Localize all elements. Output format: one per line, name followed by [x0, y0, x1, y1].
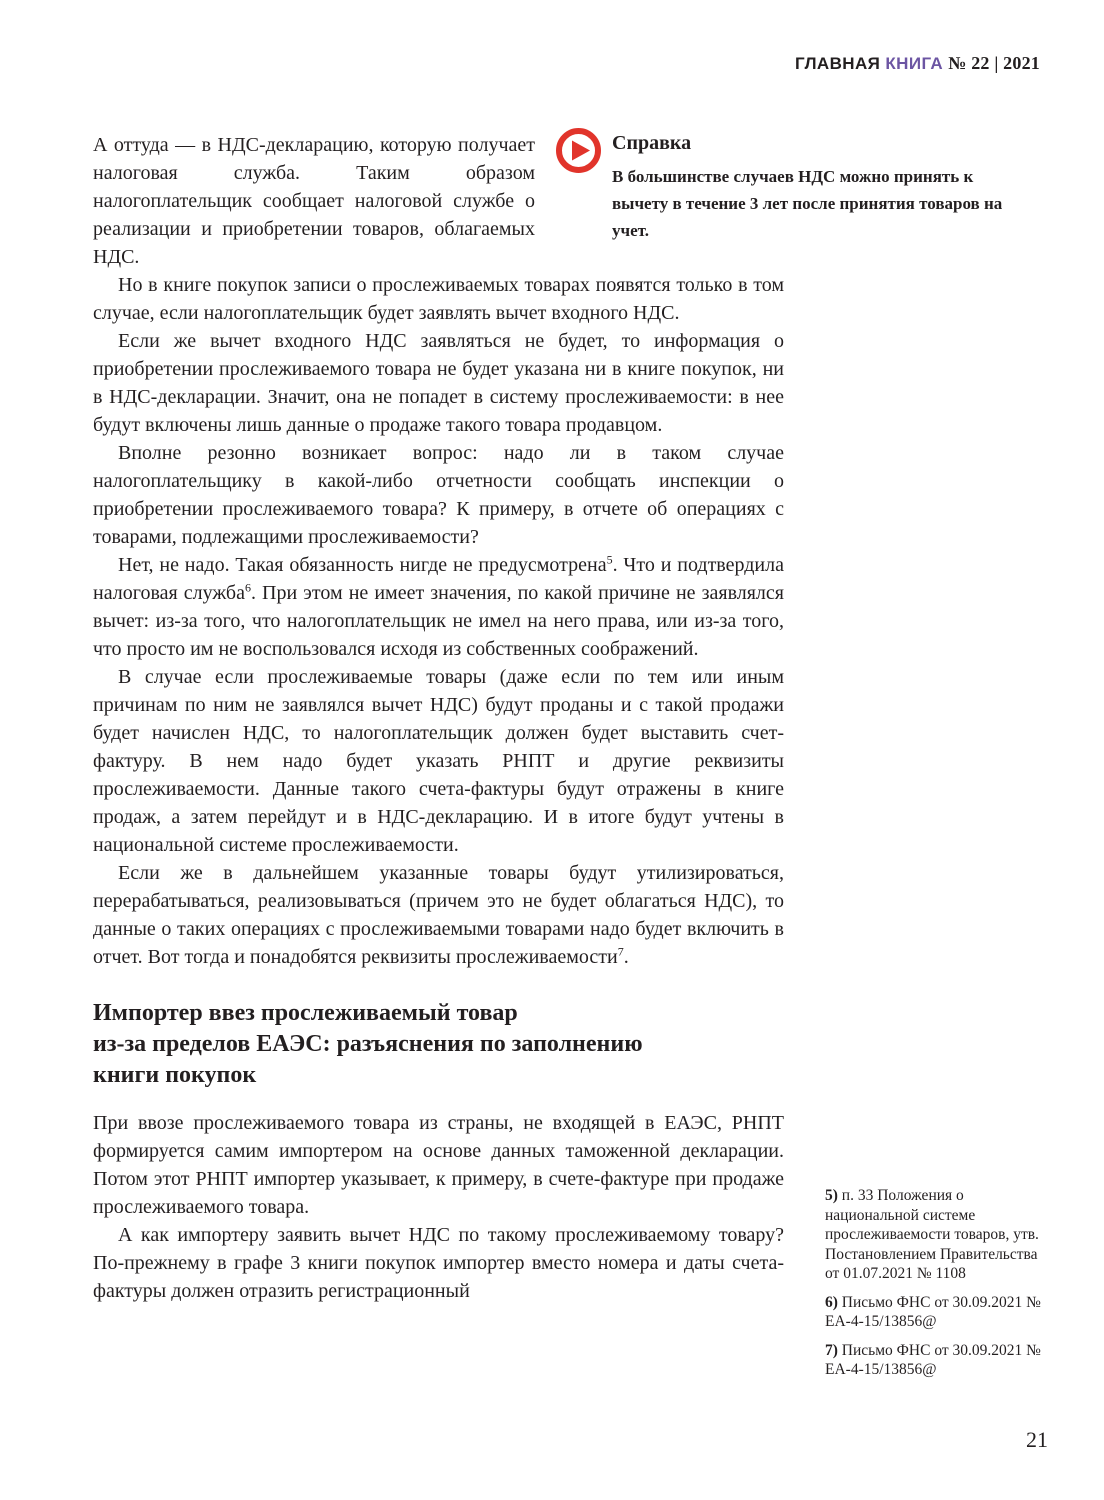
paragraph: В случае если прослеживаемые товары (даже если по тем или иным причинам по ним не заявлялся вычет НДС) будут проданы и с такой продажи будет начислен НДС, то налогоплательщик должен будет выставить счет-фактуру. В нем надо будет указать РНПТ и другие реквизиты прослеживаемости. Данные такого счета-фактуры будут отражены в книге продаж, а затем перейдут и в НДС-декларацию. И в итоге будут учтены в национальной системе прослеживаемости.: [93, 666, 784, 856]
paragraph: Нет, не надо. Такая обязанность нигде не предусмотрена$^5$. Что и подтвердила налоговая служба$^6$. При этом не имеет значения, по какой причине не заявлялся вычет: из-за того, что налогоплательщик не имел на него права, или из-за того, что просто им не воспользовался исходя из собственных соображений.: [93, 552, 784, 660]
paragraphs-after-heading: [93, 1109, 784, 1305]
spravka-title: Справка: [612, 132, 692, 154]
footnote: 6) Письмо ФНС от 30.09.2021 № ЕА-4-15/13856@: [825, 1293, 1041, 1330]
paragraphs-before-heading: [93, 131, 784, 971]
brand-name-black: ГЛАВНАЯ: [794, 54, 881, 73]
paragraph: Но в книге покупок записи о прослеживаемых товарах появятся только в том случае, если налогоплательщик будет заявлять вычет входного НДС.: [93, 274, 784, 324]
issue-number: № 22 | 2021: [948, 53, 1040, 73]
footnote: 7) Письмо ФНС от 30.09.2021 № ЕА-4-15/13856@: [825, 1341, 1041, 1378]
footnote-ref: 5: [606, 552, 613, 567]
footnote: 5) п. 33 Положения о национальной системе прослеживаемости товаров, утв. Постановлением Правительства от 01.07.2021 № 1108: [825, 1187, 1039, 1282]
brand-name-purple: КНИГА: [885, 54, 944, 73]
footnote-number: 6): [825, 1293, 838, 1311]
footnote-ref: 6: [244, 580, 251, 595]
page-number: 21: [1026, 1427, 1048, 1452]
paragraph: Если же в дальнейшем указанные товары будут утилизироваться, перерабатываться, реализовываться (причем это не будет облагаться НДС), то данные о таких операциях с прослеживаемыми товарами надо будет включить в отчет. Вот тогда и понадобятся реквизиты прослеживаемости$^7$.: [93, 862, 784, 968]
page-header: [795, 53, 1040, 74]
paragraph: Если же вычет входного НДС заявляться не будет, то информация о приобретении прослеживаемого товара не будет указана ни в книге покупок, ни в НДС-декларации. Значит, она не попадет в систему прослеживаемости: в нее будут включены лишь данные о продаже такого товара продавцом.: [93, 330, 784, 436]
paragraph: А оттуда — в НДС-декларацию, которую получает налоговая служба. Таким образом налогоплательщик сообщает налоговой службе о реализации и приобретении товаров, облагаемых НДС.: [93, 134, 535, 268]
footnote-number: 5): [825, 1187, 838, 1204]
footnote-number: 7): [825, 1341, 838, 1359]
footnotes-sidebar: [825, 1186, 1045, 1389]
article-body: [93, 131, 784, 1305]
paragraph: А как импортеру заявить вычет НДС по такому прослеживаемому товару? По-прежнему в графе 3 книги покупок импортер вместо номера и даты счета-фактуры должен отразить регистрационный: [93, 1224, 784, 1302]
section-heading: Импортер ввез прослеживаемый товар из-за пределов ЕАЭС: разъяснения по заполнению книги покупок: [93, 1000, 643, 1088]
spravka-text: В большинстве случаев НДС можно принять к вычету в течение 3 лет после принятия товаров на учет.: [612, 167, 1003, 240]
paragraph: При ввозе прослеживаемого товара из страны, не входящей в ЕАЭС, РНПТ формируется самим импортером на основе данных таможенной декларации. Потом этот РНПТ импортер указывает, к примеру, в счете-фактуре при продаже прослеживаемого товара.: [93, 1112, 784, 1218]
footnote-ref: 7: [617, 944, 624, 959]
paragraph: Вполне резонно возникает вопрос: надо ли в таком случае налогоплательщику в какой-либо отчетности сообщать инспекции о приобретении прослеживаемого товара? К примеру, в отчете об операциях с товарами, подлежащими прослеживаемости?: [93, 442, 784, 548]
